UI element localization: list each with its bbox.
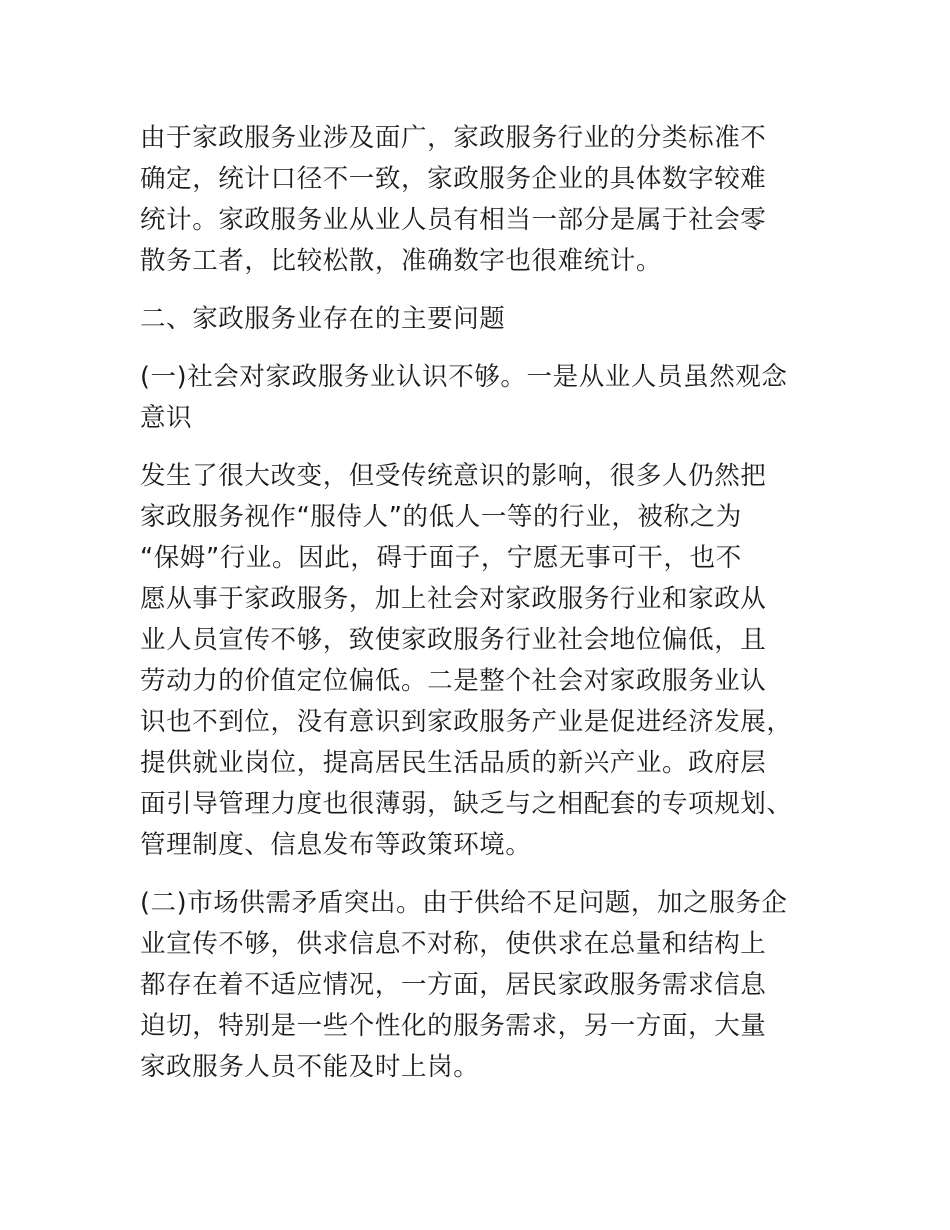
text-line: 迫切，特别是一些个性化的服务需求，另一方面，大量 [140,1011,767,1041]
paragraph-awareness-intro [140,357,812,439]
text-line: 散务工者，比较松散，准确数字也很难统计。 [140,246,663,276]
text-line: 业人员宣传不够，致使家政服务行业社会地位偏低，且 [140,625,767,655]
text-line: 由于家政服务业涉及面广，家政服务行业的分类标准不 [140,123,767,153]
text-line: 统计。家政服务业从业人员有相当一部分是属于社会零 [140,205,767,235]
text-line: 劳动力的价值定位偏低。二是整个社会对家政服务业认 [140,666,767,696]
text-line: 家政服务人员不能及时上岗。 [140,1052,480,1082]
paragraph-market-supply [140,883,812,1088]
section-heading [140,299,812,340]
text-line: 识也不到位，没有意识到家政服务产业是促进经济发展， [140,707,793,737]
heading-text: 二、家政服务业存在的主要问题 [140,304,506,334]
document-body [140,118,812,1105]
paragraph-statistics [140,118,812,282]
text-line: “保姆”行业。因此，碍于面子，宁愿无事可干，也不 [140,543,742,573]
text-line: 愿从事于家政服务，加上社会对家政服务行业和家政从 [140,584,767,614]
text-line: 意识 [140,403,193,433]
text-line: 确定，统计口径不一致，家政服务企业的具体数字较难 [140,164,767,194]
text-line: 都存在着不适应情况，一方面，居民家政服务需求信息 [140,970,767,1000]
text-line: (一)社会对家政服务业认识不够。一是从业人员虽然观念 [140,362,788,392]
text-line: 管理制度、信息发布等政策环境。 [140,830,532,860]
text-line: 发生了很大改变，但受传统意识的影响，很多人仍然把 [140,461,767,491]
text-line: 业宣传不够，供求信息不对称，使供求在总量和结构上 [140,929,767,959]
text-line: (二)市场供需矛盾突出。由于供给不足问题，加之服务企 [140,888,788,918]
text-line: 面引导管理力度也很薄弱，缺乏与之相配套的专项规划、 [140,789,793,819]
paragraph-awareness-body [140,456,812,866]
text-line: 提供就业岗位，提高居民生活品质的新兴产业。政府层 [140,748,767,778]
text-line: 家政服务视作“服侍人”的低人一等的行业，被称之为 [140,502,742,532]
